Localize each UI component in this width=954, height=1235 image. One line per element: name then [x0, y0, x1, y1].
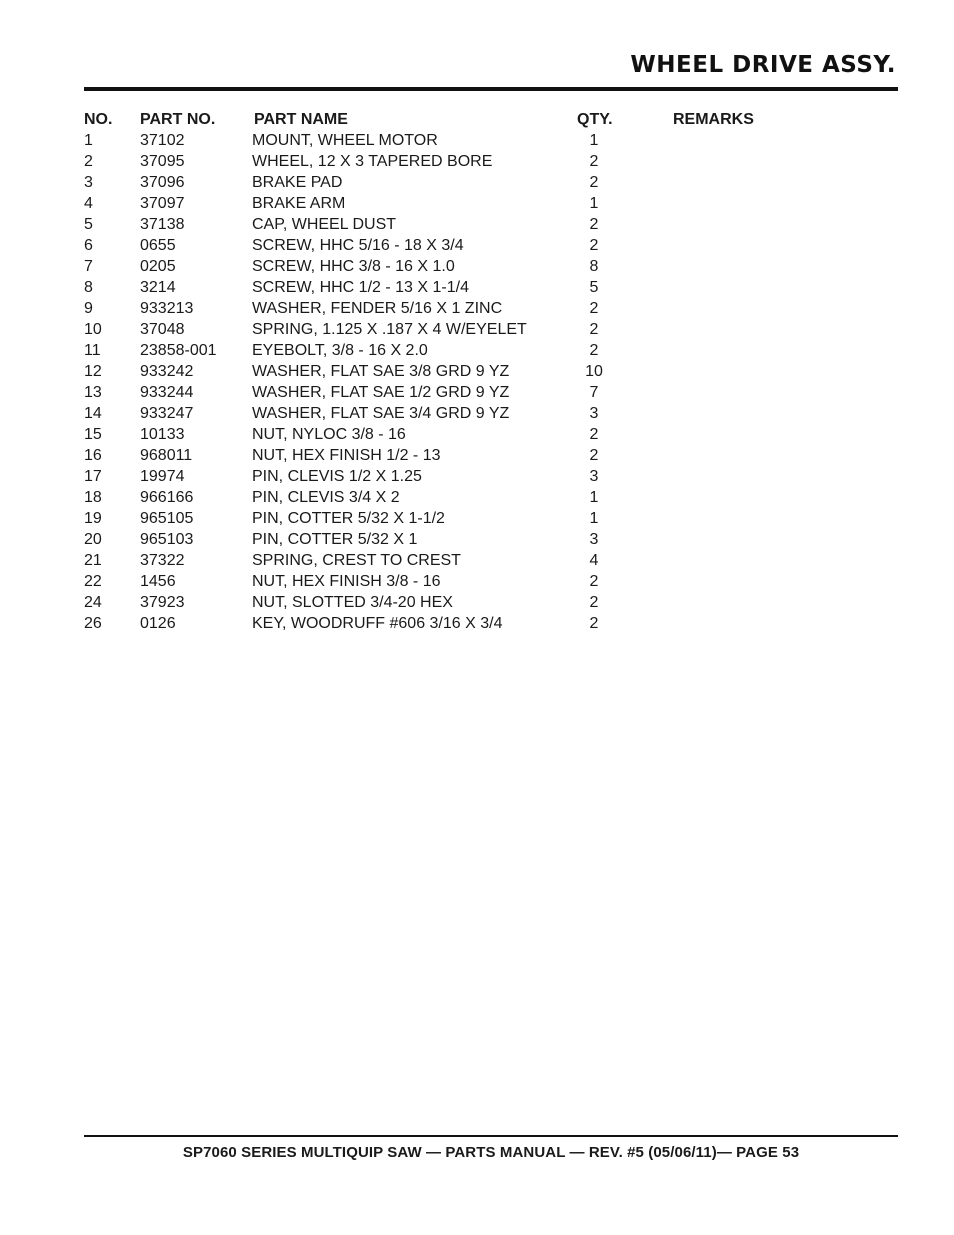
row-quantity: 3 [589, 531, 599, 548]
table-row [84, 193, 784, 214]
row-quantity: 2 [589, 342, 599, 359]
row-item-no: 12 [84, 363, 102, 380]
table-header-row [84, 109, 784, 130]
row-part-number: 37102 [140, 132, 185, 149]
row-item-no: 8 [84, 279, 93, 296]
parts-table [84, 109, 784, 634]
table-row [84, 361, 784, 382]
row-part-number: 37096 [140, 174, 185, 191]
row-quantity: 5 [589, 279, 599, 296]
row-part-name: BRAKE ARM [252, 195, 346, 212]
row-part-number: 37138 [140, 216, 185, 233]
row-item-no: 7 [84, 258, 93, 275]
row-item-no: 20 [84, 531, 102, 548]
row-part-name: SCREW, HHC 1/2 - 13 X 1-1/4 [252, 279, 469, 296]
row-part-number: 37322 [140, 552, 185, 569]
row-quantity: 1 [589, 195, 599, 212]
row-item-no: 3 [84, 174, 93, 191]
table-row [84, 256, 784, 277]
table-row [84, 592, 784, 613]
row-quantity: 2 [589, 594, 599, 611]
column-header-qty: QTY. [577, 111, 613, 128]
row-item-no: 18 [84, 489, 102, 506]
row-part-name: WASHER, FLAT SAE 1/2 GRD 9 YZ [252, 384, 510, 401]
row-part-number: 933244 [140, 384, 194, 401]
row-part-name: SCREW, HHC 3/8 - 16 X 1.0 [252, 258, 455, 275]
table-row [84, 445, 784, 466]
row-item-no: 26 [84, 615, 102, 632]
row-quantity: 2 [589, 300, 599, 317]
row-part-name: PIN, CLEVIS 3/4 X 2 [252, 489, 400, 506]
row-item-no: 1 [84, 132, 93, 149]
column-header-part-name: PART NAME [254, 111, 348, 128]
row-item-no: 24 [84, 594, 102, 611]
row-quantity: 2 [589, 153, 599, 170]
row-part-name: KEY, WOODRUFF #606 3/16 X 3/4 [252, 615, 503, 632]
row-part-number: 968011 [140, 447, 193, 464]
row-quantity: 4 [589, 552, 599, 569]
table-row [84, 319, 784, 340]
row-part-name: NUT, NYLOC 3/8 - 16 [252, 426, 406, 443]
row-part-name: PIN, CLEVIS 1/2 X 1.25 [252, 468, 422, 485]
row-item-no: 5 [84, 216, 93, 233]
table-row [84, 151, 784, 172]
row-item-no: 4 [84, 195, 93, 212]
row-part-name: SPRING, CREST TO CREST [252, 552, 461, 569]
row-item-no: 9 [84, 300, 93, 317]
row-part-name: SCREW, HHC 5/16 - 18 X 3/4 [252, 237, 464, 254]
row-part-number: 933213 [140, 300, 194, 317]
table-row [84, 298, 784, 319]
table-row [84, 487, 784, 508]
table-row [84, 382, 784, 403]
row-part-name: WHEEL, 12 X 3 TAPERED BORE [252, 153, 493, 170]
row-part-name: WASHER, FLAT SAE 3/4 GRD 9 YZ [252, 405, 510, 422]
row-item-no: 13 [84, 384, 102, 401]
row-part-number: 965105 [140, 510, 194, 527]
row-quantity: 2 [589, 174, 599, 191]
table-row [84, 508, 784, 529]
row-part-number: 966166 [140, 489, 194, 506]
row-item-no: 15 [84, 426, 102, 443]
table-row [84, 571, 784, 592]
row-quantity: 2 [589, 321, 599, 338]
row-part-number: 37095 [140, 153, 185, 170]
row-quantity: 2 [589, 447, 599, 464]
row-part-name: PIN, COTTER 5/32 X 1-1/2 [252, 510, 445, 527]
row-part-name: WASHER, FENDER 5/16 X 1 ZINC [252, 300, 503, 317]
page-title: WHEEL DRIVE ASSY. [630, 52, 896, 78]
row-quantity: 2 [589, 216, 599, 233]
row-part-number: 0655 [140, 237, 176, 254]
row-quantity: 2 [589, 426, 599, 443]
table-row [84, 214, 784, 235]
table-row [84, 424, 784, 445]
row-part-name: NUT, SLOTTED 3/4-20 HEX [252, 594, 453, 611]
table-body [84, 130, 784, 634]
row-part-number: 0126 [140, 615, 176, 632]
row-item-no: 10 [84, 321, 102, 338]
row-quantity: 1 [589, 510, 599, 527]
row-item-no: 21 [84, 552, 102, 569]
row-part-number: 37048 [140, 321, 185, 338]
row-part-name: NUT, HEX FINISH 1/2 - 13 [252, 447, 441, 464]
row-part-name: PIN, COTTER 5/32 X 1 [252, 531, 418, 548]
row-item-no: 11 [84, 342, 101, 359]
table-row [84, 613, 784, 634]
row-part-number: 23858-001 [140, 342, 217, 359]
row-quantity: 2 [589, 237, 599, 254]
table-row [84, 550, 784, 571]
row-part-name: CAP, WHEEL DUST [252, 216, 397, 233]
row-item-no: 6 [84, 237, 93, 254]
row-item-no: 17 [84, 468, 102, 485]
row-quantity: 2 [589, 615, 599, 632]
row-quantity: 1 [589, 489, 599, 506]
row-part-name: EYEBOLT, 3/8 - 16 X 2.0 [252, 342, 428, 359]
column-header-no: NO. [84, 111, 113, 128]
row-part-name: SPRING, 1.125 X .187 X 4 W/EYELET [252, 321, 527, 338]
row-quantity: 2 [589, 573, 599, 590]
column-header-remarks: REMARKS [673, 111, 754, 128]
row-quantity: 7 [589, 384, 599, 401]
row-part-name: BRAKE PAD [252, 174, 343, 191]
column-header-part-no: PART NO. [140, 111, 216, 128]
row-part-number: 37097 [140, 195, 185, 212]
row-part-number: 19974 [140, 468, 185, 485]
row-quantity: 3 [589, 405, 599, 422]
row-part-number: 933242 [140, 363, 194, 380]
row-part-number: 933247 [140, 405, 194, 422]
row-item-no: 16 [84, 447, 102, 464]
row-item-no: 2 [84, 153, 93, 170]
table-row [84, 235, 784, 256]
table-row [84, 130, 784, 151]
row-item-no: 14 [84, 405, 102, 422]
footer-divider [84, 1135, 898, 1137]
row-item-no: 22 [84, 573, 102, 590]
row-quantity: 3 [589, 468, 599, 485]
row-part-number: 3214 [140, 279, 176, 296]
row-part-number: 0205 [140, 258, 176, 275]
row-part-name: WASHER, FLAT SAE 3/8 GRD 9 YZ [252, 363, 510, 380]
row-part-number: 10133 [140, 426, 185, 443]
table-row [84, 529, 784, 550]
row-part-name: NUT, HEX FINISH 3/8 - 16 [252, 573, 441, 590]
row-quantity: 10 [585, 363, 603, 380]
row-item-no: 19 [84, 510, 102, 527]
row-part-number: 37923 [140, 594, 185, 611]
row-part-number: 1456 [140, 573, 176, 590]
title-divider [84, 87, 898, 91]
table-row [84, 172, 784, 193]
table-row [84, 340, 784, 361]
row-part-number: 965103 [140, 531, 194, 548]
table-row [84, 277, 784, 298]
table-row [84, 403, 784, 424]
table-row [84, 466, 784, 487]
page-footer: SP7060 SERIES MULTIQUIP SAW — PARTS MANUAL — REV. #5 (05/06/11)— PAGE 53 [182, 1144, 800, 1161]
row-part-name: MOUNT, WHEEL MOTOR [252, 132, 438, 149]
row-quantity: 8 [589, 258, 599, 275]
row-quantity: 1 [589, 132, 599, 149]
